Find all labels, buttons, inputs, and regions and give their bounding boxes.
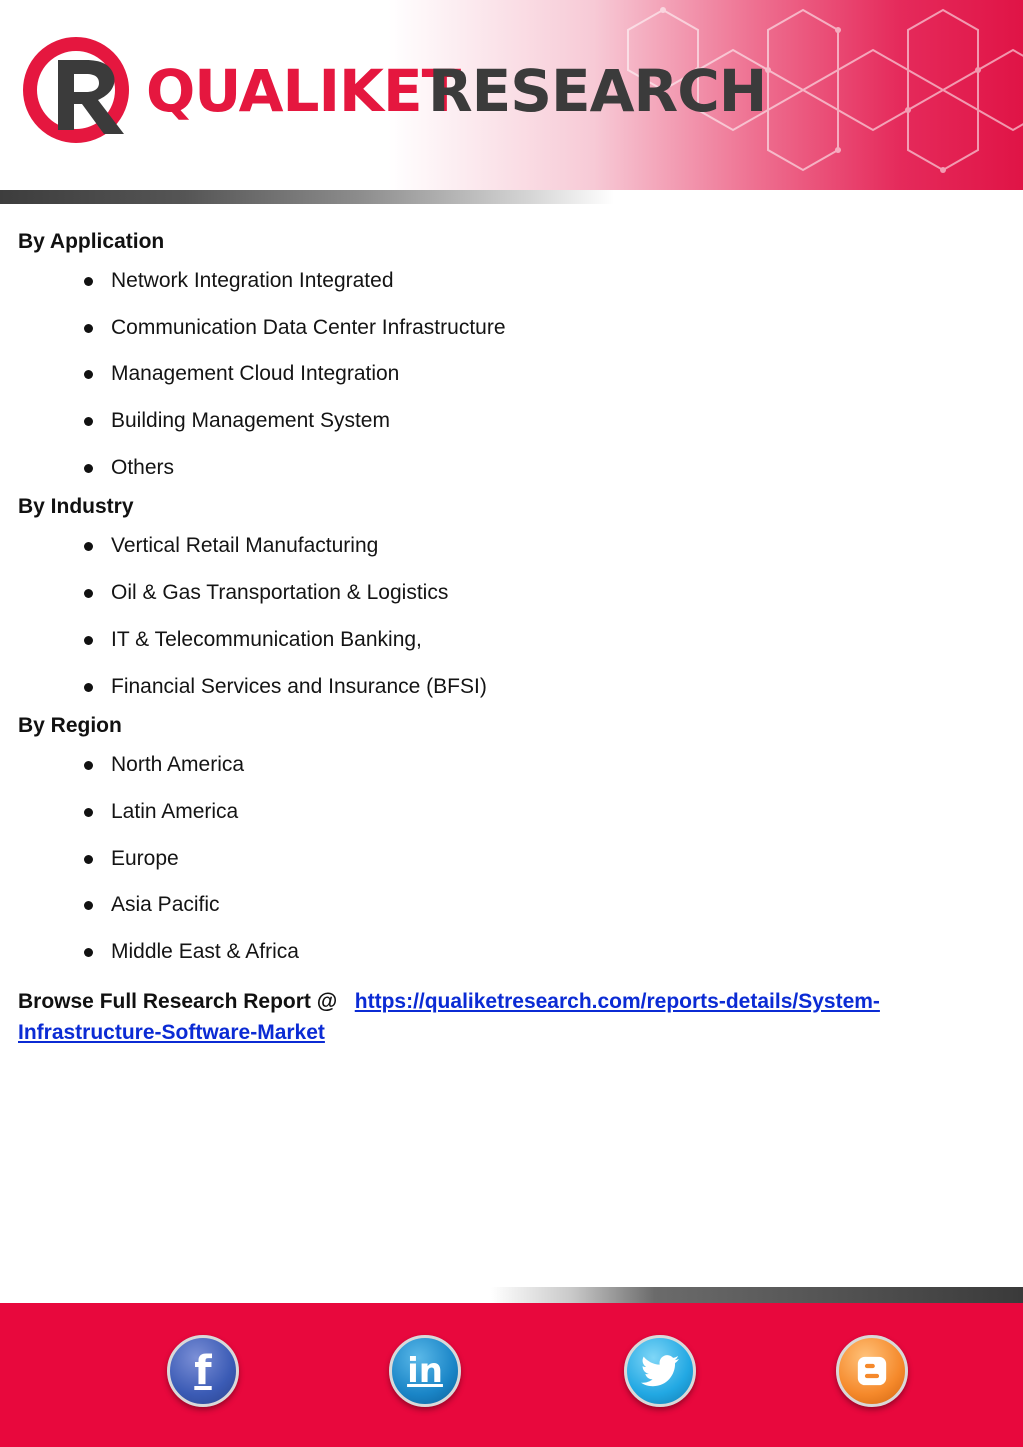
list-item: Middle East & Africa (18, 929, 998, 976)
list-item: IT & Telecommunication Banking, (18, 617, 998, 664)
list-item: Communication Data Center Infrastructure (18, 305, 998, 352)
page-footer (0, 1303, 1023, 1447)
bullet-icon (84, 542, 93, 551)
footer-divider-bar (0, 1287, 1023, 1303)
bullet-list (18, 258, 998, 491)
bullet-icon (84, 370, 93, 379)
bullet-list (18, 523, 998, 710)
list-item: Network Integration Integrated (18, 258, 998, 305)
section-by-industry (18, 491, 998, 710)
report-link[interactable]: https://qualiketresearch.com/reports-details/System-Infrastructure-Software-Market (18, 989, 880, 1044)
list-item: Latin America (18, 789, 998, 836)
bullet-list (18, 742, 998, 975)
bullet-icon (84, 277, 93, 286)
bullet-icon (84, 464, 93, 473)
header-divider-bar (0, 190, 1023, 204)
page-content (18, 226, 998, 1069)
bullet-icon (84, 901, 93, 910)
list-item: Vertical Retail Manufacturing (18, 523, 998, 570)
linkedin-icon[interactable]: in (389, 1335, 461, 1407)
list-item: Asia Pacific (18, 882, 998, 929)
bullet-icon (84, 589, 93, 598)
list-item: Others (18, 445, 998, 492)
twitter-icon[interactable] (624, 1335, 696, 1407)
section-by-region (18, 710, 998, 975)
list-item: Building Management System (18, 398, 998, 445)
bullet-icon (84, 761, 93, 770)
section-heading: By Region (18, 714, 122, 738)
list-item: Europe (18, 836, 998, 883)
list-item: North America (18, 742, 998, 789)
section-heading: By Industry (18, 495, 134, 519)
section-by-application (18, 226, 998, 491)
bullet-icon (84, 948, 93, 957)
browse-report-line (18, 986, 998, 1048)
blogger-icon[interactable] (836, 1335, 908, 1407)
bullet-icon (84, 855, 93, 864)
bullet-icon (84, 683, 93, 692)
page-header (0, 0, 1023, 190)
qualiket-logo-icon (20, 34, 138, 146)
bullet-icon (84, 324, 93, 333)
list-item: Oil & Gas Transportation & Logistics (18, 570, 998, 617)
facebook-icon[interactable]: f (167, 1335, 239, 1407)
bullet-icon (84, 417, 93, 426)
section-heading: By Application (18, 230, 165, 253)
logo-wordmark-qualiket: QUALIKET (146, 57, 461, 125)
list-item: Financial Services and Insurance (BFSI) (18, 664, 998, 711)
list-item: Management Cloud Integration (18, 351, 998, 398)
bullet-icon (84, 636, 93, 645)
browse-label: Browse Full Research Report @ (18, 989, 338, 1013)
bullet-icon (84, 808, 93, 817)
logo-wordmark-research: RESEARCH (428, 57, 767, 125)
